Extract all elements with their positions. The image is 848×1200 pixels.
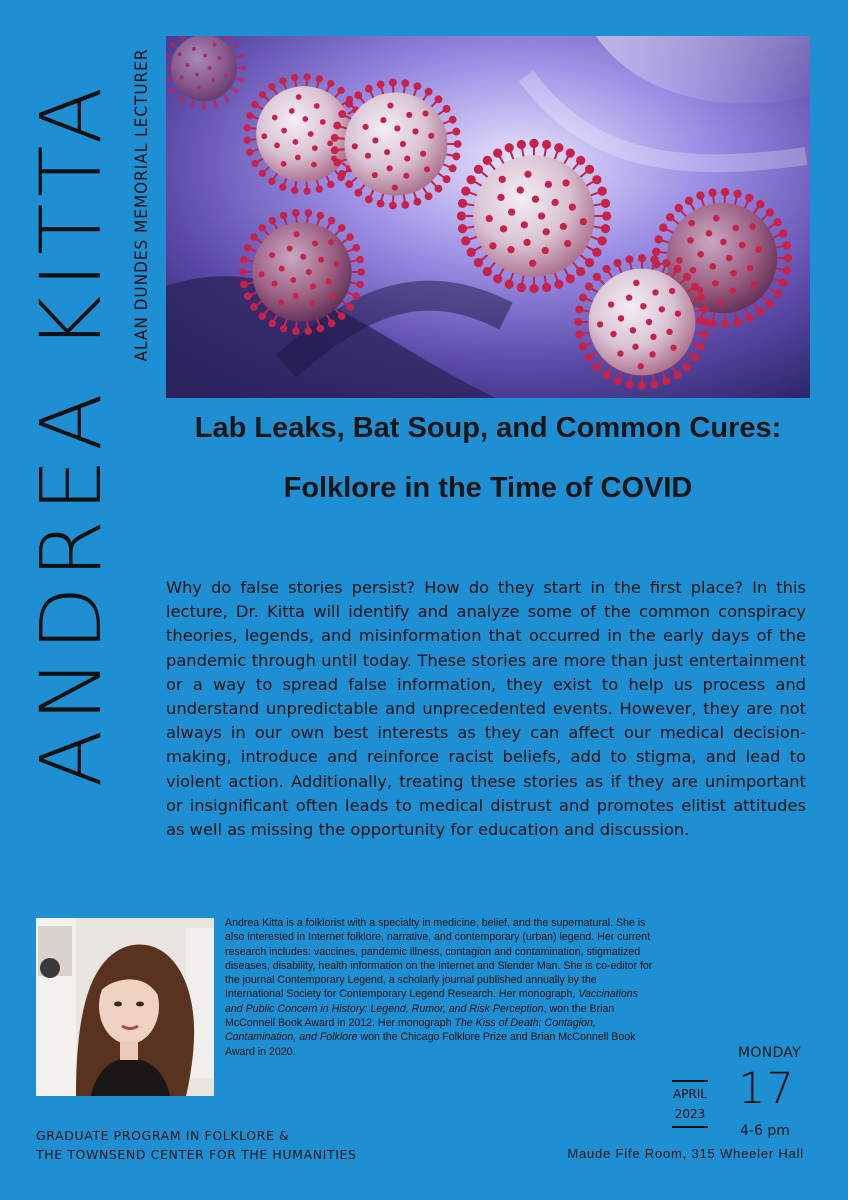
event-month: APRIL [672, 1087, 707, 1101]
speaker-bio [225, 916, 657, 1059]
bio-book-1: Vaccinations and Public Concern in History: Legend, Rumor, and Risk Perception [225, 988, 639, 1015]
event-venue: Maude Fife Room, 315 Wheeler Hall [567, 1146, 804, 1161]
sponsor-line-1: GRADUATE PROGRAM IN FOLKLORE & [36, 1128, 290, 1143]
speaker-portrait [36, 918, 214, 1096]
lecture-title-line2: Folklore in the Time of COVID [283, 472, 693, 504]
bio-text-1: Andrea Kitta is a folklorist with a specialty in medicine, belief, and the supernatural. She is also interested in Internet folklore, narrative, and contemporary (urban) legend. Her current research includes: vaccines, pandemic illness, contagion and contamination, stigmatized diseases, disability, health information on the Internet and Slender Man. She is co-editor for the journal Contemporary Legend, a scholarly journal published annually by the International Society for Contemporary Legend Research. Her monograph, [225, 917, 653, 1001]
event-weekday: MONDAY [738, 1045, 801, 1061]
bio-text-3: won the Chicago Folklore Prize and Brian McConnell Book Award in 2020. [225, 1031, 636, 1058]
coronavirus-particles-image [166, 36, 810, 398]
event-day: 17 [738, 1064, 795, 1114]
event-month-year [672, 1080, 708, 1128]
event-year: 2023 [674, 1107, 706, 1121]
bio-text-2: , won the Brian McConnell Book Award in 2012. Her monograph [225, 1002, 615, 1030]
lecture-abstract: Why do false stories persist? How do they start in the first place? In this lecture, Dr. Kitta will identify and analyze some of the common conspiracy theories, legends, and misinformation that occurred in the early days of the pandemic through until today. These stories are more than just entertainment or a way to spread false information, they exist to help us process and understand unpredictable and unprecedented events. However, they are not always in our own best interests as they can affect our medical decision-making, introduce and reinforce racist beliefs, add to stigma, and lead to violent action. Additionally, treating these stories as if they are unimportant or insignificant often leads to medical distrust and promotes elitist attitudes as well as missing the opportunity for education and discussion. [166, 578, 806, 840]
sponsor-block [36, 1126, 357, 1164]
bio-book-2: The Kiss of Death: Contagion, Contamination, and Folklore [225, 1017, 596, 1044]
speaker-role-vertical [127, 30, 157, 380]
speaker-name-vertical [22, 30, 120, 835]
event-time: 4-6 pm [740, 1123, 790, 1139]
speaker-role: ALAN DUNDES MEMORIAL LECTURER [132, 48, 152, 362]
speaker-name: ANDREA KITTA [22, 78, 120, 787]
lecture-title-line1: Lab Leaks, Bat Soup, and Common Cures: [194, 412, 782, 444]
sponsor-line-2: THE TOWNSEND CENTER FOR THE HUMANITIES [36, 1147, 357, 1162]
